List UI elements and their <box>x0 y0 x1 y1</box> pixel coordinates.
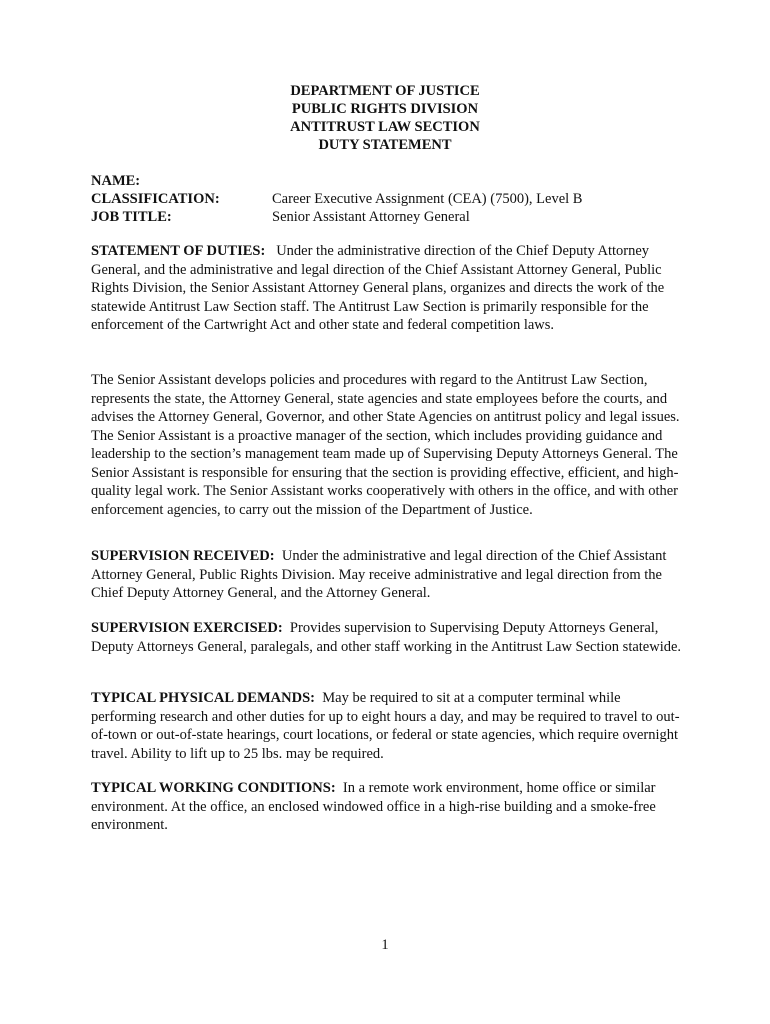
physical-demands <box>91 689 686 763</box>
duties-label: STATEMENT OF DUTIES: <box>91 243 266 259</box>
job-title-row <box>91 208 691 226</box>
document-header <box>0 82 770 154</box>
supervision-received-text: Under the administrative and legal direction of the Chief Assistant Attorney General, Public Rights Division. May receive administrative and legal direction from the Chief Deputy Attorney General, and the Attorney General. <box>91 548 667 601</box>
classification-value: Career Executive Assignment (CEA) (7500), Level B <box>272 191 583 207</box>
job-title-value: Senior Assistant Attorney General <box>272 209 470 225</box>
supervision-exercised <box>91 619 686 656</box>
supervision-received <box>91 547 686 603</box>
name-row <box>91 172 691 190</box>
classification-row <box>91 190 691 208</box>
page-number: 1 <box>381 937 389 953</box>
duties-text: Under the administrative direction of the Chief Deputy Attorney General, and the administrative and legal direction of the Chief Assistant Attorney General, Public Rights Division, the Senior Assistant Attorney General plans, organizes and directs the work of the statewide Antitrust Law Section staff. The Antitrust Law Section is primarily responsible for the enforcement of the Cartwright Act and other state and federal competition laws. <box>91 243 665 333</box>
division-title: PUBLIC RIGHTS DIVISION <box>291 101 479 117</box>
physical-demands-label: TYPICAL PHYSICAL DEMANDS: <box>91 690 315 706</box>
working-conditions <box>91 779 686 835</box>
document-title: DUTY STATEMENT <box>318 137 452 153</box>
working-conditions-label: TYPICAL WORKING CONDITIONS: <box>91 780 336 796</box>
statement-of-duties <box>91 242 686 335</box>
classification-label: CLASSIFICATION: <box>91 191 220 207</box>
department-title: DEPARTMENT OF JUSTICE <box>290 83 480 99</box>
supervision-exercised-text: Provides supervision to Supervising Deputy Attorneys General, Deputy Attorneys General, paralegals, and other staff working in the Antitrust Law Section statewide. <box>91 620 682 655</box>
position-fields <box>91 172 691 226</box>
working-conditions-text: In a remote work environment, home office or similar environment. At the office, an enclosed windowed office in a high-rise building and a smoke-free environment. <box>91 780 656 833</box>
supervision-received-label: SUPERVISION RECEIVED: <box>91 548 275 564</box>
physical-demands-text: May be required to sit at a computer terminal while performing research and other duties for up to eight hours a day, and may be required to travel to out-of-town or out-of-state hearings, court locations, or federal or state agencies, which require overnight travel. Ability to lift up to 25 lbs. may be required. <box>91 690 680 762</box>
section-title: ANTITRUST LAW SECTION <box>290 119 480 135</box>
supervision-exercised-label: SUPERVISION EXERCISED: <box>91 620 283 636</box>
job-title-label: JOB TITLE: <box>91 209 172 225</box>
name-label: NAME: <box>91 173 141 189</box>
duties-paragraph-2: The Senior Assistant develops policies and procedures with regard to the Antitrust Law Section, represents the state, the Attorney General, state agencies and state employees before the courts, and advises the Attorney General, Governor, and other State Agencies on antitrust policy and legal issues. The Senior Assistant is a proactive manager of the section, which includes providing guidance and leadership to the section’s management team made up of Supervising Deputy Attorneys General. The Senior Assistant is responsible for ensuring that the section is providing effective, efficient, and high-quality legal work. The Senior Assistant works cooperatively with others in the office, and with other enforcement agencies, to carry out the mission of the Department of Justice. <box>91 372 680 518</box>
